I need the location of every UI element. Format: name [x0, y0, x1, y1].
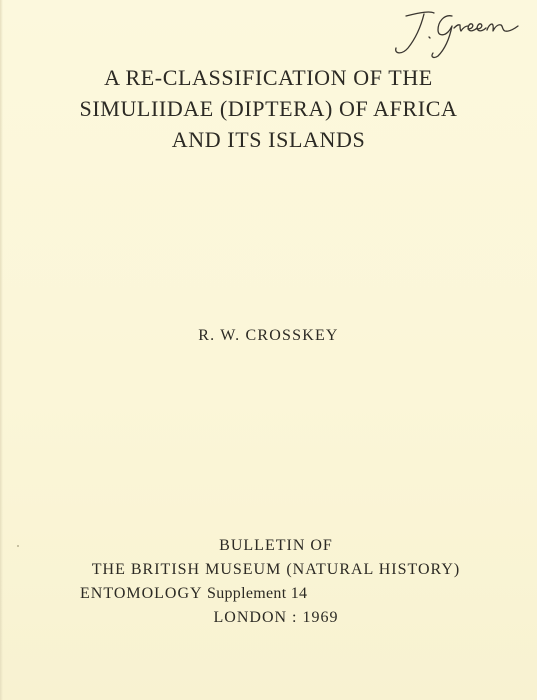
title-line: SIMULIIDAE (DIPTERA) OF AFRICA	[79, 96, 458, 121]
title-line: A RE-CLASSIFICATION OF THE	[104, 65, 433, 90]
paper-speck	[17, 545, 19, 547]
series-name: ENTOMOLOGY	[80, 585, 202, 602]
series-row	[80, 582, 472, 606]
publisher-imprint	[80, 534, 472, 630]
supplement-number: Supplement 14	[207, 585, 308, 602]
place-and-date: LONDON : 1969	[213, 609, 339, 626]
imprint-line: BULLETIN OF	[219, 537, 333, 554]
imprint-line: THE BRITISH MUSEUM (NATURAL HISTORY)	[91, 561, 461, 578]
book-title	[0, 62, 537, 155]
handwritten-signature	[388, 4, 528, 62]
author-name: R. W. CROSSKEY	[198, 327, 339, 344]
title-line: AND ITS ISLANDS	[171, 127, 366, 152]
